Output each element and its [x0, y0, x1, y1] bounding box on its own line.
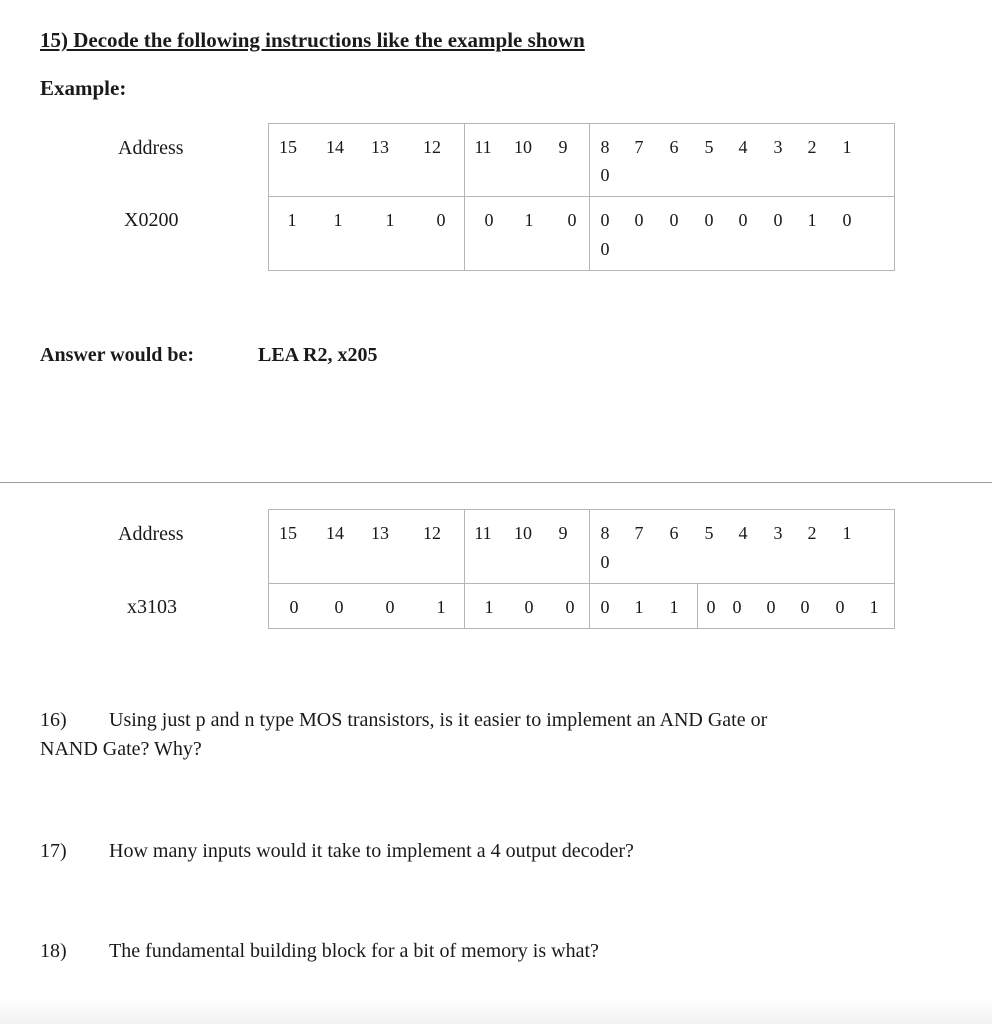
bit-value: 1 [807, 210, 817, 230]
bit-header: 3 [773, 137, 783, 157]
bit-header: 2 [807, 137, 817, 157]
answer-label: Answer would be: [40, 344, 195, 366]
table-border [268, 196, 895, 197]
question-16-text: Using just p and n type MOS transistors, is it easier to implement an AND Gate or [109, 709, 768, 731]
bit-value: 0 [436, 210, 446, 230]
bit-value: 0 [634, 210, 644, 230]
bit-value: 0 [669, 210, 679, 230]
bit-header: 10 [514, 137, 532, 157]
question-17-number: 17) [40, 840, 67, 862]
section-divider [0, 482, 992, 483]
bit-header: 11 [474, 523, 492, 543]
bit-value: 0 [704, 210, 714, 230]
bit-value: 0 [766, 597, 776, 617]
question-16-text-continued: NAND Gate? Why? [40, 738, 202, 760]
answer-value: LEA R2, x205 [258, 344, 378, 366]
question-17-text: How many inputs would it take to implement a 4 output decoder? [109, 840, 634, 862]
table-border [894, 509, 895, 629]
bit-header: 1 [842, 137, 852, 157]
table-border [894, 123, 895, 271]
bit-header: 10 [514, 523, 532, 543]
bit-header: 12 [423, 523, 441, 543]
bit-header: 14 [326, 137, 344, 157]
bit-value: 0 [567, 210, 577, 230]
bit-header: 7 [634, 523, 644, 543]
bit-value: 1 [634, 597, 644, 617]
bit-header: 13 [371, 523, 389, 543]
bit-header: 9 [558, 523, 568, 543]
bit-value: 0 [289, 597, 299, 617]
example-address-label: Address [118, 137, 184, 159]
table-border [464, 509, 465, 629]
bit-header: 0 [600, 165, 610, 185]
problem-address-value: x3103 [127, 596, 177, 618]
bit-header: 13 [371, 137, 389, 157]
bit-value: 1 [333, 210, 343, 230]
bit-header: 4 [738, 137, 748, 157]
example-address-value: X0200 [124, 209, 179, 231]
bit-value: 0 [600, 597, 610, 617]
bit-value: 0 [773, 210, 783, 230]
bit-header: 14 [326, 523, 344, 543]
bit-value: 0 [732, 597, 742, 617]
bit-value: 0 [334, 597, 344, 617]
bit-value: 1 [385, 210, 395, 230]
bit-value: 0 [600, 239, 610, 259]
bit-header: 0 [600, 552, 610, 572]
bit-header: 4 [738, 523, 748, 543]
problem-address-label: Address [118, 523, 184, 545]
bit-header: 11 [474, 137, 492, 157]
table-border [697, 583, 698, 629]
table-border [464, 123, 465, 271]
bit-value: 0 [738, 210, 748, 230]
bit-value: 0 [706, 597, 716, 617]
bit-header: 5 [704, 137, 714, 157]
bit-header: 15 [279, 523, 297, 543]
bit-header: 2 [807, 523, 817, 543]
table-border [268, 123, 269, 271]
bit-header: 1 [842, 523, 852, 543]
table-border [268, 509, 895, 510]
table-border [268, 628, 895, 629]
bit-value: 0 [484, 210, 494, 230]
bit-header: 8 [600, 523, 610, 543]
bit-header: 9 [558, 137, 568, 157]
table-border [268, 123, 895, 124]
question-15-title: 15) Decode the following instructions like the example shown [40, 28, 585, 52]
bit-value: 1 [669, 597, 679, 617]
bit-value: 1 [524, 210, 534, 230]
table-border [589, 509, 590, 629]
bit-header: 7 [634, 137, 644, 157]
bit-value: 1 [287, 210, 297, 230]
question-18-number: 18) [40, 940, 67, 962]
bit-value: 0 [800, 597, 810, 617]
bit-value: 0 [835, 597, 845, 617]
question-16-number: 16) [40, 709, 67, 731]
example-label: Example: [40, 76, 127, 100]
bit-header: 6 [669, 137, 679, 157]
bit-value: 1 [484, 597, 494, 617]
bit-header: 8 [600, 137, 610, 157]
question-18-text: The fundamental building block for a bit of memory is what? [109, 940, 599, 962]
page-bottom-edge [0, 1000, 992, 1024]
table-border [589, 123, 590, 271]
bit-value: 0 [600, 210, 610, 230]
table-border [268, 509, 269, 629]
table-border [268, 270, 895, 271]
bit-header: 12 [423, 137, 441, 157]
bit-header: 15 [279, 137, 297, 157]
bit-header: 6 [669, 523, 679, 543]
bit-value: 1 [436, 597, 446, 617]
bit-value: 0 [385, 597, 395, 617]
bit-value: 0 [565, 597, 575, 617]
bit-value: 0 [524, 597, 534, 617]
bit-value: 0 [842, 210, 852, 230]
bit-header: 3 [773, 523, 783, 543]
bit-header: 5 [704, 523, 714, 543]
bit-value: 1 [869, 597, 879, 617]
table-border [268, 583, 895, 584]
